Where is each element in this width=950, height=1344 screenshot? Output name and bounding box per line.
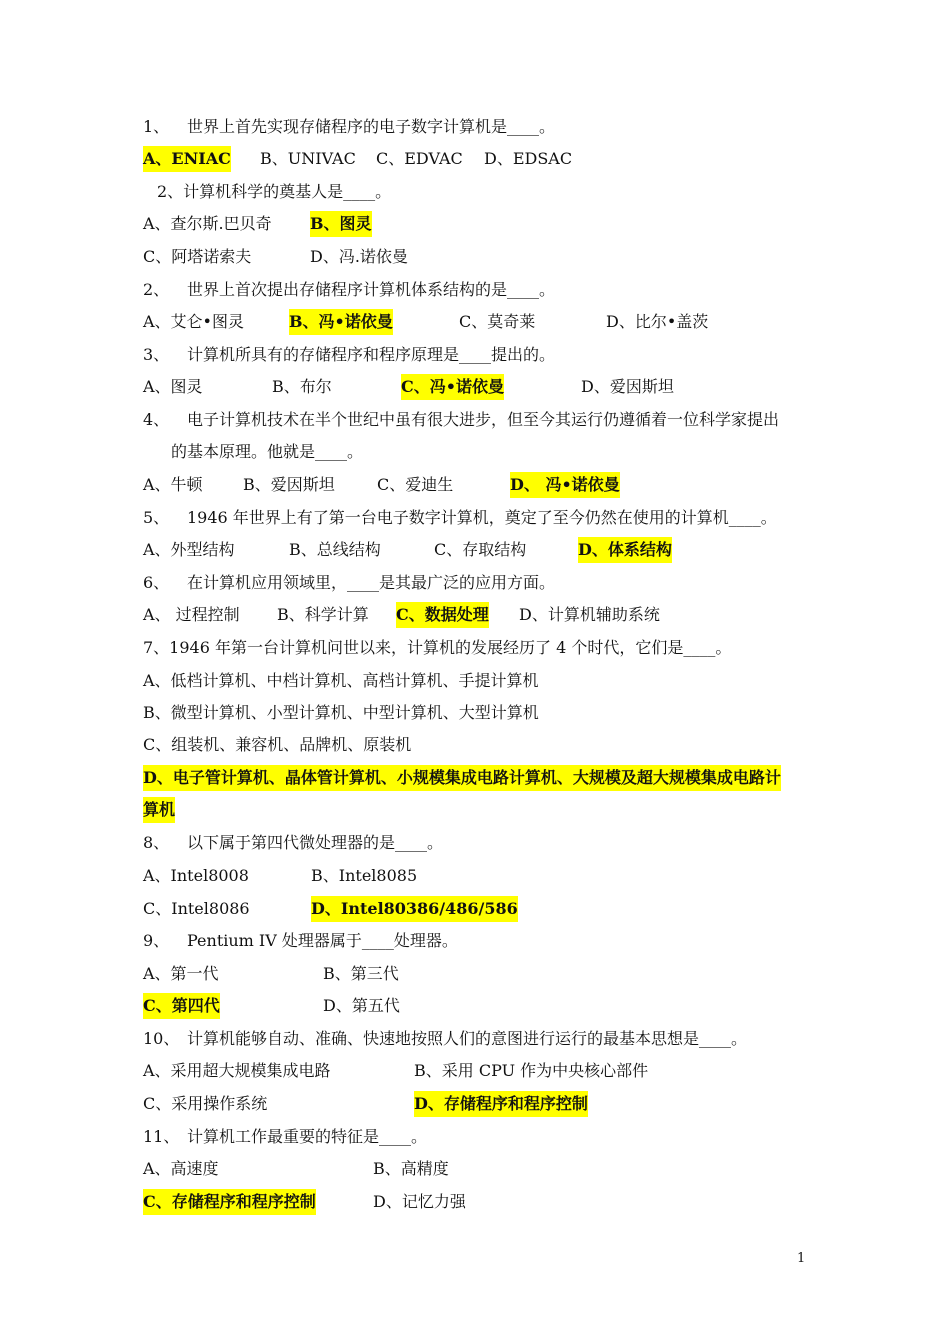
line-text: A、第一代 <box>143 964 219 983</box>
question-line <box>0 570 950 596</box>
option-text: B、科学计算 <box>277 605 369 624</box>
line-text: C、Intel8086 <box>143 899 250 918</box>
line-text: A、高速度 <box>143 1159 219 1178</box>
line-text: 2、计算机科学的奠基人是____。 <box>157 182 392 201</box>
question-line <box>0 1124 950 1150</box>
answer-highlight: D、体系结构 <box>578 537 672 563</box>
answer-highlight: 算机 <box>143 797 175 823</box>
question-line <box>0 1156 950 1182</box>
option-text: 计算机能够自动、准确、快速地按照人们的意图进行运行的最基本思想是____。 <box>187 1029 748 1048</box>
answer-highlight: C、数据处理 <box>396 602 489 628</box>
line-text: 9、 <box>143 931 170 950</box>
option-text: 世界上首次提出存储程序计算机体系结构的是____。 <box>187 280 556 299</box>
page-number: 1 <box>797 1251 806 1266</box>
line-text: 11、 <box>143 1127 180 1146</box>
option-text: C、EDVAC <box>376 149 463 168</box>
line-text: 的基本原理。他就是____。 <box>171 442 364 461</box>
question-line <box>0 1091 950 1117</box>
answer-highlight: D、 冯•诺依曼 <box>510 472 620 498</box>
question-line <box>0 1058 950 1084</box>
answer-highlight: D、电子管计算机、晶体管计算机、小规模集成电路计算机、大规模及超大规模集成电路计 <box>143 765 781 791</box>
option-text: D、比尔•盖茨 <box>606 312 709 331</box>
question-line <box>0 146 950 172</box>
question-line <box>0 374 950 400</box>
line-text: A、艾仑•图灵 <box>143 312 244 331</box>
line-text: 3、 <box>143 345 170 364</box>
line-text: 2、 <box>143 280 170 299</box>
line-text: 10、 <box>143 1029 180 1048</box>
question-line <box>0 765 950 791</box>
question-line <box>0 211 950 237</box>
answer-highlight: B、图灵 <box>310 211 372 237</box>
line-text: A、外型结构 <box>143 540 235 559</box>
option-text: B、采用 CPU 作为中央核心部件 <box>414 1061 649 1080</box>
option-text: Pentium IV 处理器属于____处理器。 <box>187 931 458 950</box>
line-text: A、Intel8008 <box>143 866 249 885</box>
question-line <box>0 244 950 270</box>
option-text: 在计算机应用领域里，____是其最广泛的应用方面。 <box>187 573 556 592</box>
question-line <box>0 602 950 628</box>
option-text: 以下属于第四代微处理器的是____。 <box>187 833 444 852</box>
option-text: B、UNIVAC <box>260 149 356 168</box>
option-text: 世界上首先实现存储程序的电子数字计算机是____。 <box>187 117 556 136</box>
line-text: 4、 <box>143 410 170 429</box>
question-line <box>0 439 950 465</box>
answer-highlight: B、冯•诺依曼 <box>289 309 393 335</box>
question-line <box>0 993 950 1019</box>
option-text: C、爱迪生 <box>377 475 454 494</box>
line-text: 5、 <box>143 508 170 527</box>
option-text: B、高精度 <box>373 1159 449 1178</box>
question-line <box>0 668 950 694</box>
line-text: B、微型计算机、小型计算机、中型计算机、大型计算机 <box>143 703 539 722</box>
question-line <box>0 472 950 498</box>
answer-highlight: C、冯•诺依曼 <box>401 374 504 400</box>
question-line <box>0 635 950 661</box>
option-text: 电子计算机技术在半个世纪中虽有很大进步，但至今其运行仍遵循着一位科学家提出 <box>187 410 780 429</box>
question-line <box>0 342 950 368</box>
line-text: 7、1946 年第一台计算机问世以来，计算机的发展经历了 4 个时代，它们是____。 <box>143 638 732 657</box>
option-text: D、记忆力强 <box>373 1192 466 1211</box>
option-text: 计算机工作最重要的特征是____。 <box>187 1127 428 1146</box>
option-text: B、Intel8085 <box>311 866 418 885</box>
option-text: B、爱因斯坦 <box>243 475 335 494</box>
line-text: C、组装机、兼容机、品牌机、原装机 <box>143 735 412 754</box>
question-line <box>0 928 950 954</box>
line-text: 8、 <box>143 833 170 852</box>
question-line <box>0 407 950 433</box>
line-text: A、牛顿 <box>143 475 203 494</box>
question-line <box>0 732 950 758</box>
question-line <box>0 830 950 856</box>
answer-highlight: C、第四代 <box>143 993 220 1019</box>
answer-highlight: C、存储程序和程序控制 <box>143 1189 316 1215</box>
option-text: D、冯.诺依曼 <box>310 247 408 266</box>
option-text: D、爱因斯坦 <box>581 377 674 396</box>
question-line <box>0 1026 950 1052</box>
answer-highlight: D、存储程序和程序控制 <box>414 1091 588 1117</box>
option-text: 计算机所具有的存储程序和程序原理是____提出的。 <box>187 345 556 364</box>
option-text: C、莫奇莱 <box>459 312 536 331</box>
line-text: A、图灵 <box>143 377 203 396</box>
line-text: C、阿塔诺索夫 <box>143 247 252 266</box>
question-line <box>0 1189 950 1215</box>
question-line <box>0 179 950 205</box>
answer-highlight: A、ENIAC <box>143 146 231 172</box>
question-line <box>0 961 950 987</box>
option-text: C、存取结构 <box>434 540 527 559</box>
line-text: A、 过程控制 <box>143 605 240 624</box>
option-text: D、第五代 <box>323 996 400 1015</box>
line-text: 1、 <box>143 117 170 136</box>
option-text: D、计算机辅助系统 <box>519 605 660 624</box>
line-text: 6、 <box>143 573 170 592</box>
option-text: B、第三代 <box>323 964 399 983</box>
question-line <box>0 700 950 726</box>
line-text: A、采用超大规模集成电路 <box>143 1061 331 1080</box>
option-text: B、布尔 <box>272 377 332 396</box>
line-text: A、低档计算机、中档计算机、高档计算机、手提计算机 <box>143 671 539 690</box>
question-line <box>0 896 950 922</box>
question-line <box>0 505 950 531</box>
question-line <box>0 537 950 563</box>
option-text: B、总线结构 <box>289 540 381 559</box>
option-text: D、EDSAC <box>484 149 573 168</box>
question-line <box>0 277 950 303</box>
answer-highlight: D、Intel80386/486/586 <box>311 896 518 922</box>
question-line <box>0 797 950 823</box>
question-line <box>0 114 950 140</box>
question-line <box>0 309 950 335</box>
option-text: 1946 年世界上有了第一台电子数字计算机，奠定了至今仍然在使用的计算机____。 <box>187 508 777 527</box>
line-text: A、查尔斯.巴贝奇 <box>143 214 272 233</box>
question-line <box>0 863 950 889</box>
line-text: C、采用操作系统 <box>143 1094 268 1113</box>
